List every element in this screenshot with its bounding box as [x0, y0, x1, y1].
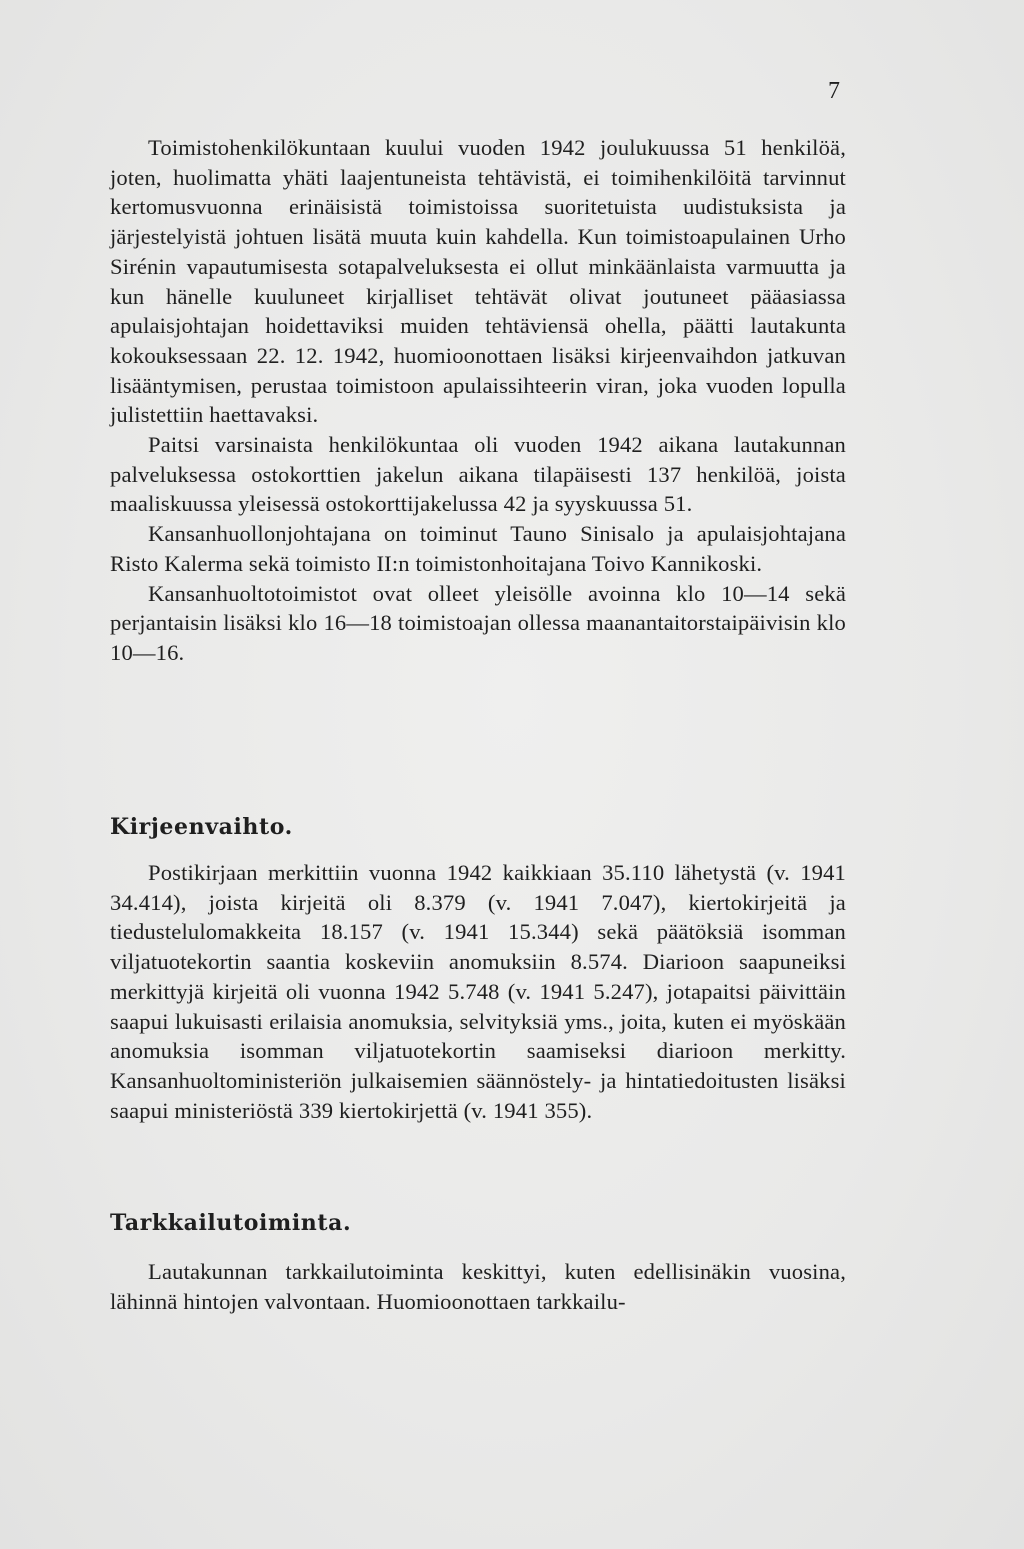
opening-hours-paragraph: Kansanhuoltotoimistot ovat olleet yleisölle avoinna klo 10—14 sekä perjantaisin lisäksi klo 16—18 toimistoajan ollessa maanantaitorstaipäivisin klo 10—16.: [110, 580, 846, 665]
page-number: 7: [828, 78, 840, 104]
section-heading-tarkkailutoiminta: Tarkkailutoiminta.: [110, 1210, 352, 1236]
section-heading-kirjeenvaihto: Kirjeenvaihto.: [110, 814, 293, 840]
monitoring-section: [110, 1257, 846, 1316]
management-paragraph: Kansanhuollonjohtajana on toiminut Tauno Sinisalo ja apulaisjohtajana Risto Kalerma sekä toimisto II:n toimistonhoitajana Toivo Kannikoski.: [110, 521, 846, 576]
correspondence-section: [110, 858, 846, 1125]
staff-count-paragraph: Toimistohenkilökuntaan kuului vuoden 1942 joulukuussa 51 henkilöä, joten, huolimatta yhäti laajentuneista tehtävistä, ei toimihenkilöitä tarvinnut kertomusvuonna erinäisistä toimistoissa suoritetuista uudistuksista ja järjestelyistä johtuen lisätä muuta kuin kahdella. Kun toimistoapulainen Urho Sirénin vapautumisesta sotapalveluksesta ei ollut minkäänlaista varmuutta ja kun hänelle kuuluneet kirjalliset tehtävät olivat joutuneet pääasiassa apulaisjohtajan hoidettaviksi muiden tehtäviensä ohella, päätti lautakunta kokouksessaan 22. 12. 1942, huomioonottaen lisäksi kirjeenvaihdon jatkuvan lisääntymisen, perustaa toimistoon apulaissihteerin viran, joka vuoden lopulla julistettiin haettavaksi.: [110, 135, 846, 428]
correspondence-paragraph: Postikirjaan merkittiin vuonna 1942 kaikkiaan 35.110 lähetystä (v. 1941 34.414), joista kirjeitä oli 8.379 (v. 1941 7.047), kiertokirjeitä ja tiedustelulomakkeita 18.157 (v. 1941 15.344) sekä päätöksiä isomman viljatuotekortin saantia koskeviin anomuksiin 8.574. Diarioon saapuneiksi merkittyjä kirjeitä oli vuonna 1942 5.748 (v. 1941 5.247), jotapaitsi päivittäin saapui lukuisasti erilaisia anomuksia, selvityksiä yms., joita, kuten ei myöskään anomuksia isomman viljatuotekortin saamiseksi diarioon merkitty. Kansanhuoltoministeriön julkaisemien säännöstely- ja hintatiedoitusten lisäksi saapui ministeriöstä 339 kiertokirjettä (v. 1941 355).: [110, 860, 846, 1123]
monitoring-paragraph: Lautakunnan tarkkailutoiminta keskittyi, kuten edellisinäkin vuosina, lähinnä hintojen valvontaan. Huomioonottaen tarkkailu-: [110, 1259, 846, 1314]
personnel-section: [110, 133, 846, 668]
temporary-staff-paragraph: Paitsi varsinaista henkilökuntaa oli vuoden 1942 aikana lautakunnan palveluksessa ostokorttien jakelun aikana tilapäisesti 137 henkilöä, joista maaliskuussa yleisessä ostokorttijakelussa 42 ja syyskuussa 51.: [110, 432, 846, 517]
